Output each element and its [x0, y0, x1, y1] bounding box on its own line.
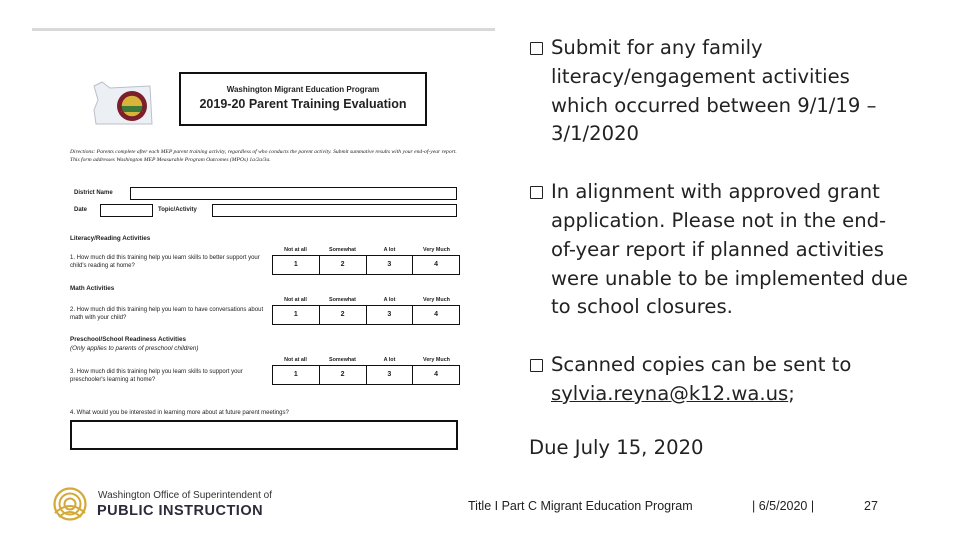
scale-value: 3	[367, 256, 414, 274]
scale-value: 2	[320, 306, 367, 324]
scale-label: A lot	[383, 357, 396, 363]
form-program: Washington Migrant Education Program	[226, 85, 380, 94]
bullet-item	[530, 351, 910, 409]
washington-seal-icon	[90, 80, 156, 128]
section-title: Preschool/School Readiness Activities	[70, 336, 186, 343]
evaluation-form-image	[66, 66, 464, 456]
scale-value: 2	[320, 256, 367, 274]
section-title: Literacy/Reading Activities	[70, 235, 151, 242]
scale-label: Not at all	[284, 357, 307, 363]
footer-date: | 6/5/2020 |	[752, 499, 815, 513]
bullet-text: In alignment with approved grant application. Please not in the end-of-year report if planned activities were unable to be implemented due to school closures.	[551, 180, 908, 319]
bullet-item	[530, 178, 910, 322]
question-2: 2. How much did this training help you learn to have conversations about math with your child?	[70, 307, 264, 321]
rating-scale-3	[272, 357, 460, 385]
due-date: Due July 15, 2020	[529, 436, 704, 459]
scale-label: Somewhat	[329, 297, 356, 303]
bullet-text: Submit for any family literacy/engagement activities which occurred between 9/1/19 – 3/1/2020	[551, 36, 877, 146]
topic-label: Topic/Activity	[158, 207, 197, 213]
scale-value: 1	[273, 306, 320, 324]
form-directions: Directions: Parents complete after each MEP parent training activity, regardless of who conducts the parent activity. Submit summative results with your end-of-year report. This form addresses Washington MEP Measurable Program Outcomes (MPOs) 1a/2a/3a.	[70, 149, 457, 164]
question-1: 1. How much did this training help you learn skills to better support your child's reading at home?	[70, 255, 260, 269]
scale-value: 3	[367, 306, 414, 324]
section-subtitle: (Only applies to parents of preschool children)	[70, 345, 199, 352]
scale-label: Not at all	[284, 247, 307, 253]
checkbox-bullet-icon	[530, 359, 543, 372]
date-label: Date	[74, 207, 88, 213]
scale-label: A lot	[383, 247, 396, 253]
question-4: 4. What would you be interested in learning more about at future parent meetings?	[70, 410, 289, 416]
bullet-item	[530, 34, 910, 149]
logo-agency-line: Washington Office of Superintendent of	[98, 490, 272, 501]
district-field	[130, 187, 457, 200]
rating-scale-2	[272, 297, 460, 325]
scale-value: 4	[434, 261, 439, 268]
top-divider	[32, 28, 495, 31]
scale-label: Somewhat	[329, 357, 356, 363]
scale-value: 2	[320, 366, 367, 384]
topic-field	[212, 204, 457, 217]
bullet-text: Scanned copies can be sent to	[551, 353, 852, 377]
bullet-list	[530, 34, 910, 438]
scale-value: 1	[273, 256, 320, 274]
scale-value: 1	[273, 366, 320, 384]
question-3: 3. How much did this training help you learn skills to support your preschooler's learning at home?	[70, 369, 243, 383]
scale-label: Not at all	[284, 297, 307, 303]
scale-value: 4	[434, 371, 439, 378]
scale-value: 3	[367, 366, 414, 384]
form-title: 2019-20 Parent Training Evaluation	[199, 97, 407, 111]
answer-box	[70, 420, 458, 450]
district-label: District Name	[74, 190, 113, 196]
scale-label: A lot	[383, 297, 396, 303]
email-link[interactable]: sylvia.reyna@k12.wa.us	[551, 381, 789, 405]
footer-program: Title I Part C Migrant Education Program	[468, 499, 693, 513]
scale-label: Very Much	[423, 297, 450, 303]
checkbox-bullet-icon	[530, 186, 543, 199]
rating-scale-1	[272, 247, 460, 275]
ospi-sun-logo-icon	[53, 487, 87, 521]
checkbox-bullet-icon	[530, 42, 543, 55]
scale-label: Very Much	[423, 247, 450, 253]
form-title-box	[179, 72, 427, 126]
scale-value: 4	[434, 311, 439, 318]
bullet-suffix: ;	[788, 381, 795, 405]
logo-name: PUBLIC INSTRUCTION	[97, 503, 264, 519]
scale-label: Somewhat	[329, 247, 356, 253]
section-title: Math Activities	[70, 285, 115, 292]
date-field	[100, 204, 153, 217]
scale-label: Very Much	[423, 357, 450, 363]
page-number: 27	[864, 499, 878, 513]
